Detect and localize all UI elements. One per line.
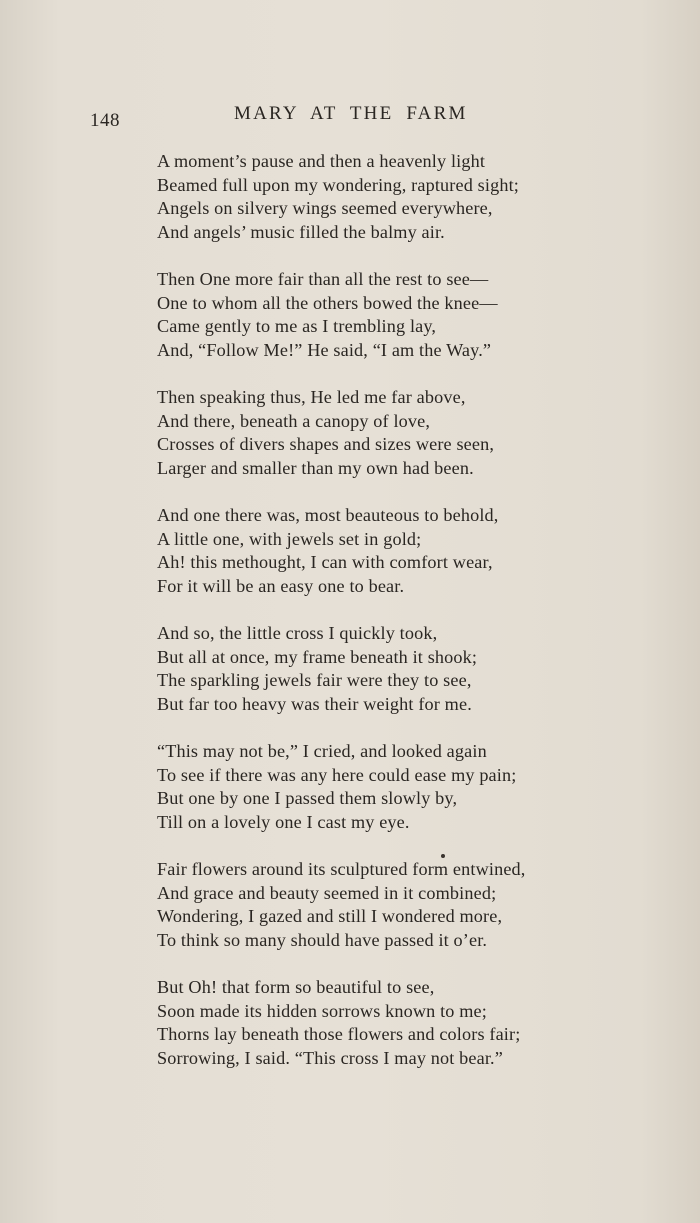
poem — [157, 150, 677, 1094]
poem-line: And, “Follow Me!” He said, “I am the Way.” — [157, 339, 492, 360]
stanza-1 — [157, 150, 677, 244]
poem-line: A moment’s pause and then a heavenly light — [157, 151, 486, 171]
running-title: MARY AT THE FARM — [234, 103, 468, 124]
poem-line: Sorrowing, I said. “This cross I may not bear.” — [157, 1047, 503, 1068]
stanza-8 — [157, 976, 677, 1070]
stanza-4 — [157, 504, 677, 598]
poem-line: The sparkling jewels fair were they to see, — [157, 670, 472, 690]
stanza-5 — [157, 622, 677, 716]
poem-line: Soon made its hidden sorrows known to me; — [157, 1000, 487, 1021]
poem-line: Then One more fair than all the rest to see— — [157, 269, 489, 289]
poem-line: Crosses of divers shapes and sizes were seen, — [157, 434, 495, 454]
page-header — [0, 100, 700, 140]
poem-line: Wondering, I gazed and still I wondered more, — [157, 906, 503, 926]
poem-line: Fair flowers around its sculptured form entwined, — [157, 859, 526, 879]
poem-line: Thorns lay beneath those flowers and colors fair; — [157, 1024, 521, 1044]
poem-line: Till on a lovely one I cast my eye. — [157, 811, 410, 832]
poem-line: And angels’ music filled the balmy air. — [157, 221, 445, 242]
poem-line: Angels on silvery wings seemed everywhere, — [157, 198, 493, 218]
poem-line: To think so many should have passed it o’er. — [157, 929, 488, 950]
page-number: 148 — [90, 110, 120, 131]
poem-line: And one there was, most beauteous to behold, — [157, 505, 499, 525]
poem-line: For it will be an easy one to bear. — [157, 575, 405, 596]
poem-line: One to whom all the others bowed the knee— — [157, 292, 498, 313]
stanza-7 — [157, 858, 677, 952]
poem-line: And there, beneath a canopy of love, — [157, 410, 431, 431]
poem-line: Then speaking thus, He led me far above, — [157, 387, 466, 407]
poem-line: But far too heavy was their weight for me. — [157, 693, 472, 714]
poem-line: But all at once, my frame beneath it shook; — [157, 646, 478, 667]
poem-line: Came gently to me as I trembling lay, — [157, 316, 437, 336]
ink-speck — [441, 854, 445, 858]
stanza-3 — [157, 386, 677, 480]
poem-line: But one by one I passed them slowly by, — [157, 788, 458, 808]
poem-line: A little one, with jewels set in gold; — [157, 528, 422, 549]
poem-line: “This may not be,” I cried, and looked again — [157, 741, 487, 761]
stanza-6 — [157, 740, 677, 834]
poem-line: But Oh! that form so beautiful to see, — [157, 977, 435, 997]
poem-line: And so, the little cross I quickly took, — [157, 623, 438, 643]
poem-line: Beamed full upon my wondering, raptured sight; — [157, 174, 519, 195]
poem-line: And grace and beauty seemed in it combined; — [157, 882, 497, 903]
poem-line: To see if there was any here could ease my pain; — [157, 764, 517, 785]
poem-line: Ah! this methought, I can with comfort wear, — [157, 552, 493, 572]
stanza-2 — [157, 268, 677, 362]
poem-line: Larger and smaller than my own had been. — [157, 457, 474, 478]
